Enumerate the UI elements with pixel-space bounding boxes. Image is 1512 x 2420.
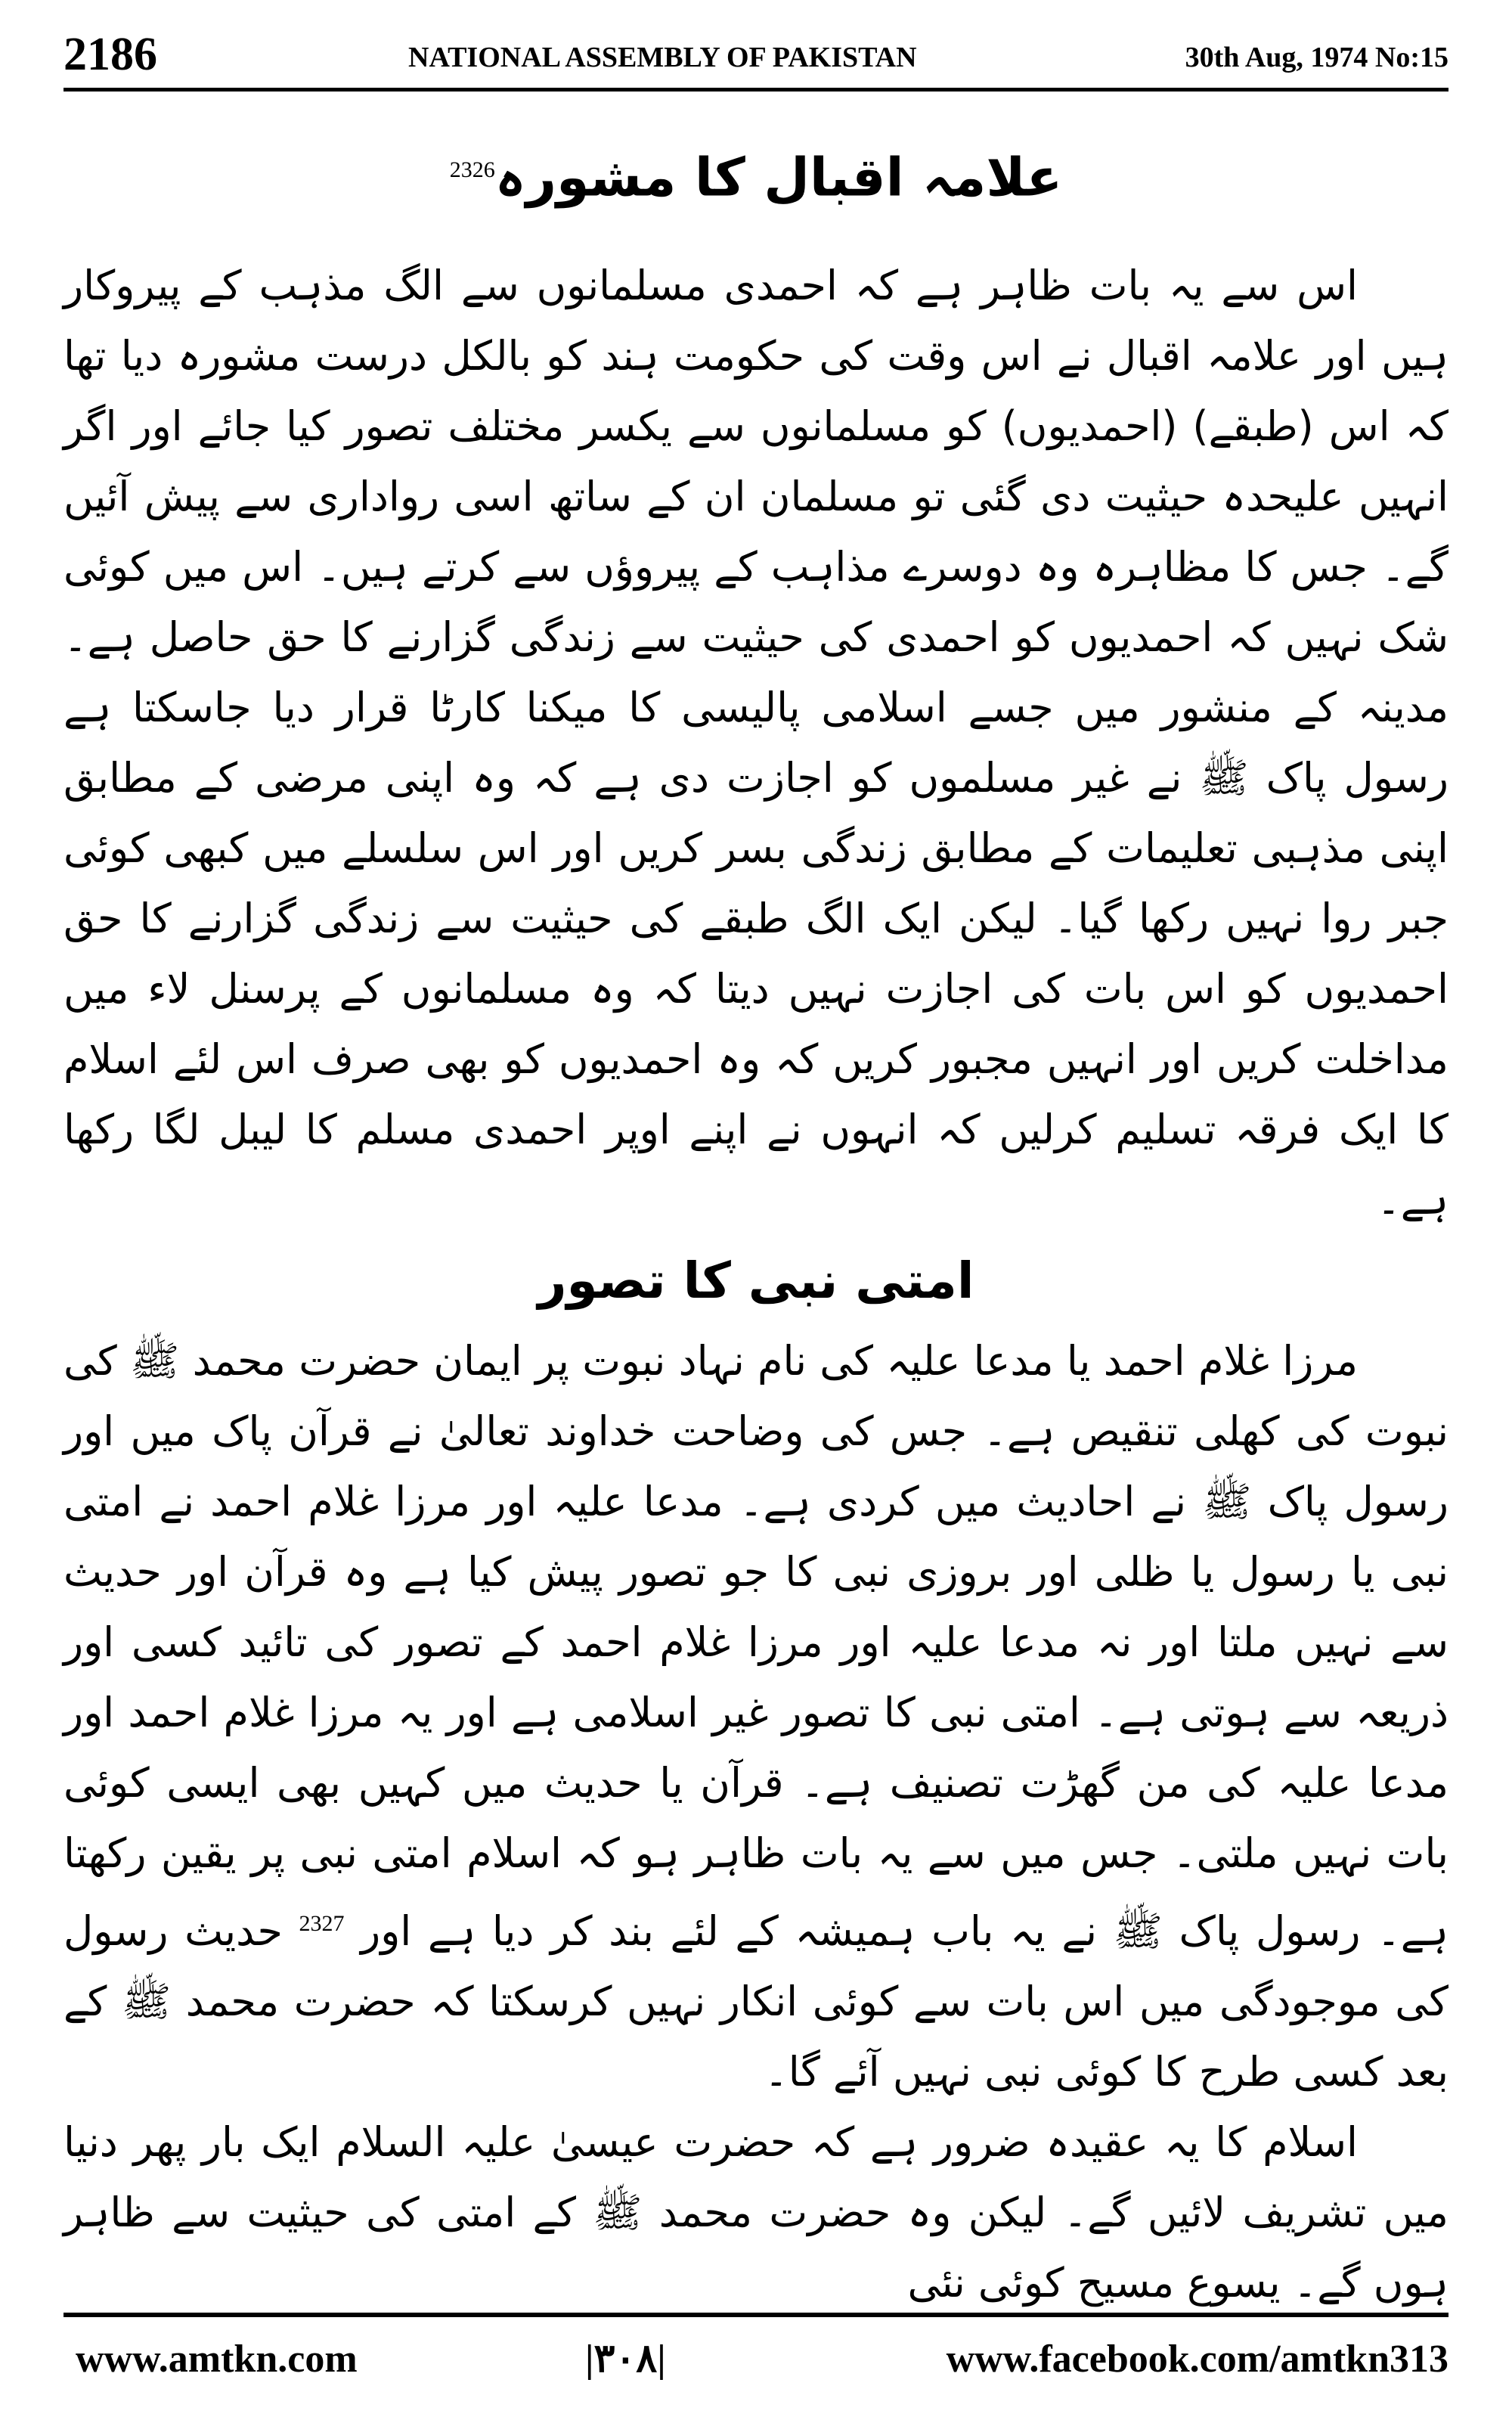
text-line: کریں اور اس سلسلے میں کبھی کوئی جبر روا نہیں رکھا گیا۔ لیکن ایک الگ طبقے کی حیثیت سے زندگی [64,824,1448,943]
title-text: علامہ اقبال کا مشورہ [494,146,1063,209]
assembly-name: NATIONAL ASSEMBLY OF PAKISTAN [408,42,917,73]
text-line: من گھڑت تصنیف ہے۔ قرآن یا حدیث میں کہیں بھی ایسی کوئی بات نہیں ملتی۔ جس میں سے یہ [64,1759,1448,1878]
text-line: کے بعد کسی طرح کا کوئی نبی نہیں آئے گا۔ [64,1978,1448,2096]
page-content [64,129,1449,2307]
page-header [64,27,1448,82]
footnote-ref: 2327 [299,1911,345,1937]
text-line: مدینہ کے منشور میں جسے اسلامی پالیسی کا میکنا کارٹا قرار دیا جاسکتا ہے رسول پاک ﷺ نے [64,684,1448,802]
text-line: لائیں گے۔ لیکن وہ حضرت محمد ﷺ کے امتی کی حیثیت سے ظاہر ہوں گے۔ یسوع مسیح کوئی نئی [64,2189,1448,2307]
text-line: اس سے یہ بات ظاہر ہے کہ احمدی مسلمانوں سے الگ مذہب کے پیروکار ہیں اور [64,262,1448,380]
text-line: تصور پیش کیا ہے وہ قرآن اور حدیث سے نہیں ملتا اور نہ مدعا علیہ اور مرزا غلام احمد کے تصور کی تائید [64,1548,1449,1667]
header-rule [64,88,1448,92]
text-line: غیر مسلموں کو اجازت دی ہے کہ وہ اپنی مرضی کے مطابق اپنی مذہبی تعلیمات کے مطابق زندگی بسر [64,754,1448,873]
text-line: مداخلت کریں اور انہیں مجبور کریں کہ وہ احمدیوں کو بھی صرف اس لئے اسلام کا ایک فرقہ تسلیم کرلیں [64,1035,1448,1154]
text-line: مرزا غلام احمد یا مدعا علیہ کی نام نہاد نبوت پر ایمان حضرت محمد ﷺ کی نبوت کی کھلی [64,1337,1448,1456]
section-title-ummati-nabi: امتی نبی کا تصور [538,1252,974,1311]
footer-rule [64,2313,1448,2317]
text-line: مسلمانوں سے یکسر مختلف تصور کیا جائے اور اگر انہیں علیحدہ حیثیت دی گئی تو مسلمان ان کے ساتھ [64,402,1448,521]
text-line: کہ انہوں نے اپنے اوپر احمدی مسلم کا لیبل لگا رکھا ہے۔ [64,1106,1448,1224]
date-and-number: 30th Aug, 1974 No:15 [1185,42,1448,73]
text-line: احادیث میں کردی ہے۔ مدعا علیہ اور مرزا غلام احمد نے امتی نبی یا رسول یا ظلی اور بروزی نبی کا جو [64,1478,1448,1596]
text-line: کسی اور ذریعہ سے ہوتی ہے۔ امتی نبی کا تصور غیر اسلامی ہے اور یہ مرزا غلام احمد اور مدعا علیہ کی [64,1618,1448,1807]
text-line: علامہ اقبال نے اس وقت کی حکومت ہند کو بالکل درست مشورہ دیا تھا کہ اس (طبقے) (احمدیوں) کو [64,332,1448,451]
paragraph-iqbal [64,250,1448,1235]
text-line: گزارنے کا حق احمدیوں کو اس بات کی اجازت نہیں دیتا کہ وہ مسلمانوں کے پرسنل لاء میں [64,895,1448,1013]
text-line: ہیں۔ اس میں کوئی شک نہیں کہ احمدیوں کو احمدی کی حیثیت سے زندگی گزارنے کا حق حاصل ہے۔ [64,543,1448,662]
section-title-iqbal [64,129,1448,219]
text-line: اسی رواداری سے پیش آئیں گے۔ جس کا مظاہرہ وہ دوسرے مذاہب کے پیروؤں سے کرتے [64,473,1448,591]
paragraph-ummati-nabi [64,1326,1448,2107]
text-line: حدیث رسول کی موجودگی میں اس بات سے کوئی انکار نہیں کرسکتا کہ حضرت محمد ﷺ [64,1907,1449,2026]
text-line: دیا ہے اور [361,1907,534,1956]
text-line: تنقیص ہے۔ جس کی وضاحت خداوند تعالیٰ نے قرآن پاک میں اور رسول پاک ﷺ نے [64,1407,1449,1526]
text-line: اسلام کا یہ عقیدہ ضرور ہے کہ حضرت عیسیٰ علیہ السلام ایک بار پھر دنیا میں تشریف [64,2118,1448,2237]
footer-page-number: |۳۰۸| [585,2338,666,2381]
paragraph-isa [64,2107,1448,2318]
text-line: بات ظاہر ہو کہ اسلام امتی نبی پر یقین رکھتا ہے۔ رسول پاک ﷺ نے یہ باب ہمیشہ کے لئے بند کر [64,1829,1448,1956]
page-footer [64,2329,1448,2390]
facebook-link[interactable]: www.facebook.com/amtkn313 [946,2338,1448,2381]
page-number: 2186 [64,29,157,80]
website-link[interactable]: www.amtkn.com [76,2338,358,2381]
footnote-ref: 2326 [449,157,495,182]
